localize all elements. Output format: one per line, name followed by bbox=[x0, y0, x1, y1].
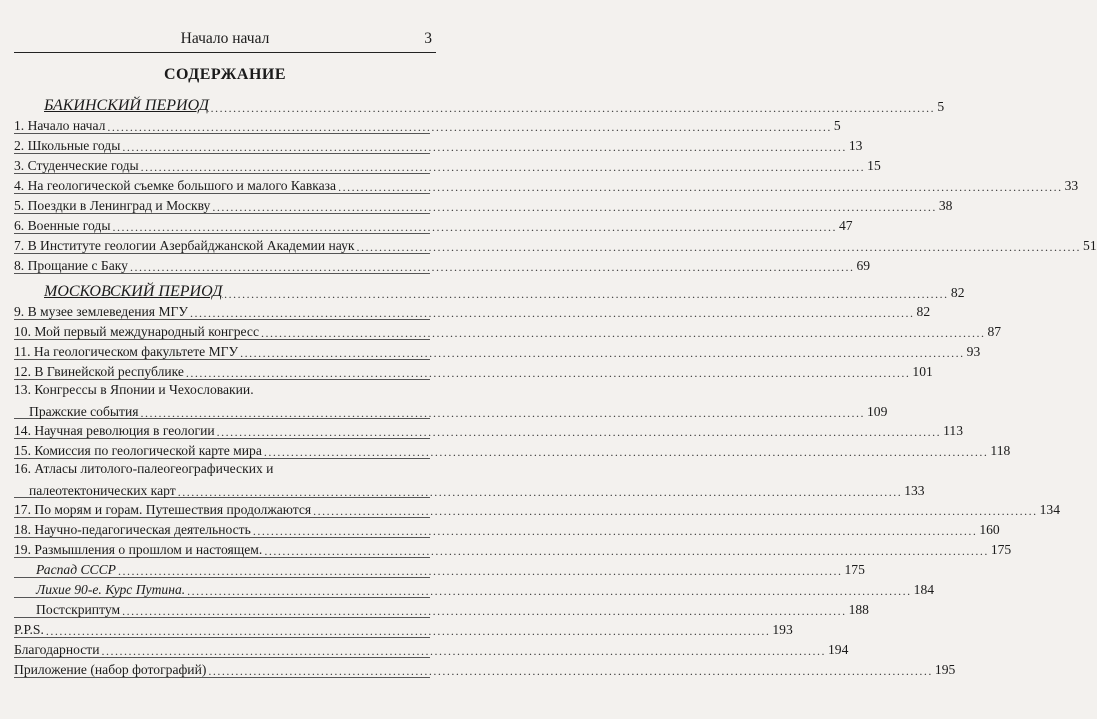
toc-entry[interactable] bbox=[14, 439, 1011, 459]
entry-title-line2: Пражские события bbox=[29, 404, 139, 420]
toc-entry[interactable] bbox=[14, 254, 871, 274]
leader-dots: ................................................................................................................................................................. bbox=[210, 101, 936, 115]
entry-page: 109 bbox=[867, 404, 888, 420]
leader-dots: ................................................................................................................................................................. bbox=[264, 544, 989, 558]
toc-subentry[interactable] bbox=[14, 578, 935, 598]
entry-title: 17. По морям и горам. Путешествия продолжаются bbox=[14, 502, 312, 518]
toc-entry[interactable] bbox=[14, 174, 1079, 194]
leader-dots: ................................................................................................................................................................. bbox=[216, 425, 942, 439]
entry-title: 11. На геологическом факультете МГУ bbox=[14, 344, 239, 360]
entry-page: 13 bbox=[848, 138, 863, 154]
entry-page: 51 bbox=[1083, 238, 1097, 254]
toc-entry[interactable] bbox=[14, 194, 953, 214]
running-header bbox=[14, 26, 436, 53]
entry-title: 4. На геологической съемке большого и малого Кавказа bbox=[14, 178, 337, 194]
toc-section-moscow[interactable] bbox=[14, 274, 965, 301]
leader-dots: ................................................................................................................................................................. bbox=[252, 524, 978, 538]
leader-dots: ................................................................................................................................................................. bbox=[313, 504, 1038, 518]
toc-section-baku[interactable] bbox=[14, 90, 945, 115]
leader-dots: ................................................................................................................................................................. bbox=[129, 260, 855, 274]
entry-page: 184 bbox=[913, 582, 935, 598]
toc-entry[interactable] bbox=[14, 638, 849, 658]
leader-dots: ................................................................................................................................................................. bbox=[122, 140, 847, 154]
leader-dots: ................................................................................................................................................................. bbox=[101, 644, 826, 658]
toc-entry[interactable] bbox=[14, 320, 1002, 340]
toc-entry[interactable] bbox=[14, 518, 1000, 538]
entry-page: 101 bbox=[912, 364, 933, 380]
leader-dots: ................................................................................................................................................................. bbox=[118, 564, 843, 578]
entry-page: 134 bbox=[1039, 502, 1061, 518]
entry-page: 15 bbox=[867, 158, 881, 174]
table-of-contents bbox=[14, 90, 1097, 678]
toc-subentry[interactable] bbox=[14, 558, 865, 578]
toc-entry[interactable] bbox=[14, 340, 981, 360]
page-number: 3 bbox=[424, 30, 432, 47]
toc-subentry[interactable] bbox=[14, 598, 869, 618]
leader-dots: ................................................................................................................................................................. bbox=[45, 624, 771, 638]
leader-dots: ................................................................................................................................................................. bbox=[185, 366, 911, 380]
toc-entry[interactable] bbox=[14, 618, 793, 638]
entry-title: 10. Мой первый международный конгресс bbox=[14, 324, 259, 340]
toc-entry[interactable] bbox=[14, 154, 881, 174]
toc-entry[interactable] bbox=[14, 538, 1012, 558]
entry-page: 5 bbox=[833, 118, 841, 134]
toc-entry[interactable] bbox=[14, 658, 956, 678]
toc-entry[interactable] bbox=[14, 234, 1097, 254]
toc-entry[interactable] bbox=[14, 214, 853, 234]
entry-title: 6. Военные годы bbox=[14, 218, 111, 234]
leader-dots: ................................................................................................................................................................. bbox=[208, 664, 933, 678]
entry-page: 193 bbox=[772, 622, 793, 638]
entry-title-line1: 16. Атласы литолого-палеогеографических и bbox=[14, 461, 274, 476]
entry-page: 188 bbox=[848, 602, 869, 618]
toc-entry[interactable] bbox=[14, 459, 925, 499]
entry-page: 133 bbox=[904, 483, 925, 499]
leader-dots: ................................................................................................................................................................. bbox=[140, 160, 866, 174]
toc-entry[interactable] bbox=[14, 300, 931, 320]
leader-dots: ................................................................................................................................................................. bbox=[240, 346, 965, 360]
toc-entry[interactable] bbox=[14, 134, 863, 154]
entry-page: 175 bbox=[990, 542, 1012, 558]
entry-page: 82 bbox=[916, 304, 931, 320]
entry-title: Лихие 90-е. Курс Путина. bbox=[36, 582, 186, 598]
entry-title: 14. Научная революция в геологии bbox=[14, 423, 215, 439]
toc-entry[interactable] bbox=[14, 360, 933, 380]
leader-dots: ................................................................................................................................................................. bbox=[212, 200, 937, 214]
leader-dots: ................................................................................................................................................................. bbox=[140, 406, 865, 420]
toc-entry[interactable] bbox=[14, 380, 888, 420]
leader-dots: ................................................................................................................................................................. bbox=[177, 485, 903, 499]
leader-dots: ................................................................................................................................................................. bbox=[190, 306, 915, 320]
entry-title: 9. В музее землеведения МГУ bbox=[14, 304, 189, 320]
entry-title-line1: 13. Конгрессы в Японии и Чехословакии. bbox=[14, 382, 254, 397]
entry-page: 118 bbox=[990, 443, 1011, 459]
leader-dots: ................................................................................................................................................................. bbox=[263, 445, 989, 459]
entry-page: 33 bbox=[1064, 178, 1079, 194]
leader-dots: ................................................................................................................................................................. bbox=[338, 180, 1063, 194]
entry-title: P.P.S. bbox=[14, 622, 44, 638]
entry-page: 175 bbox=[844, 562, 865, 578]
entry-title: 7. В Институте геологии Азербайджанской Академии наук bbox=[14, 238, 355, 254]
entry-title: 19. Размышления о прошлом и настоящем. bbox=[14, 542, 263, 558]
leader-dots: ................................................................................................................................................................. bbox=[107, 120, 832, 134]
toc-entry[interactable] bbox=[14, 114, 841, 134]
entry-page: 69 bbox=[856, 258, 871, 274]
entry-page: 38 bbox=[938, 198, 953, 214]
section-label: БАКИНСКИЙ ПЕРИОД bbox=[44, 97, 209, 114]
entry-page: 113 bbox=[943, 423, 964, 439]
leader-dots: ................................................................................................................................................................. bbox=[112, 220, 837, 234]
entry-title: Благодарности bbox=[14, 642, 100, 658]
leader-dots: ................................................................................................................................................................. bbox=[261, 326, 986, 340]
entry-title: 15. Комиссия по геологической карте мира bbox=[14, 443, 262, 459]
section-label: МОСКОВСКИЙ ПЕРИОД bbox=[44, 283, 223, 300]
entry-page: 87 bbox=[987, 324, 1002, 340]
leader-dots: ................................................................................................................................................................. bbox=[187, 584, 912, 598]
entry-title: 2. Школьные годы bbox=[14, 138, 121, 154]
toc-title: СОДЕРЖАНИЕ bbox=[163, 66, 287, 83]
section-page: 5 bbox=[937, 99, 945, 115]
entry-title: 18. Научно-педагогическая деятельность bbox=[14, 522, 251, 538]
leader-dots: ................................................................................................................................................................. bbox=[122, 604, 847, 618]
entry-page: 47 bbox=[838, 218, 853, 234]
section-page: 82 bbox=[950, 285, 965, 301]
entry-page: 160 bbox=[979, 522, 1000, 538]
entry-title: 12. В Гвинейской республике bbox=[14, 364, 184, 380]
leader-dots: ................................................................................................................................................................. bbox=[356, 240, 1082, 254]
entry-title: 3. Студенческие годы bbox=[14, 158, 139, 174]
entry-title: 5. Поездки в Ленинград и Москву bbox=[14, 198, 211, 214]
entry-title: 8. Прощание с Баку bbox=[14, 258, 128, 274]
toc-entry[interactable] bbox=[14, 498, 1061, 518]
entry-title: Распад СССР bbox=[36, 562, 116, 578]
running-title: Начало начал bbox=[180, 30, 270, 47]
entry-title-line2: палеотектонических карт bbox=[29, 483, 176, 499]
entry-page: 195 bbox=[934, 662, 956, 678]
entry-title: Приложение (набор фотографий) bbox=[14, 662, 207, 678]
leader-dots: ................................................................................................................................................................. bbox=[224, 287, 949, 301]
toc-entry[interactable] bbox=[14, 419, 964, 439]
entry-title: 1. Начало начал bbox=[14, 118, 106, 134]
entry-page: 194 bbox=[828, 642, 849, 658]
entry-page: 93 bbox=[966, 344, 981, 360]
entry-title: Постскриптум bbox=[36, 602, 121, 618]
